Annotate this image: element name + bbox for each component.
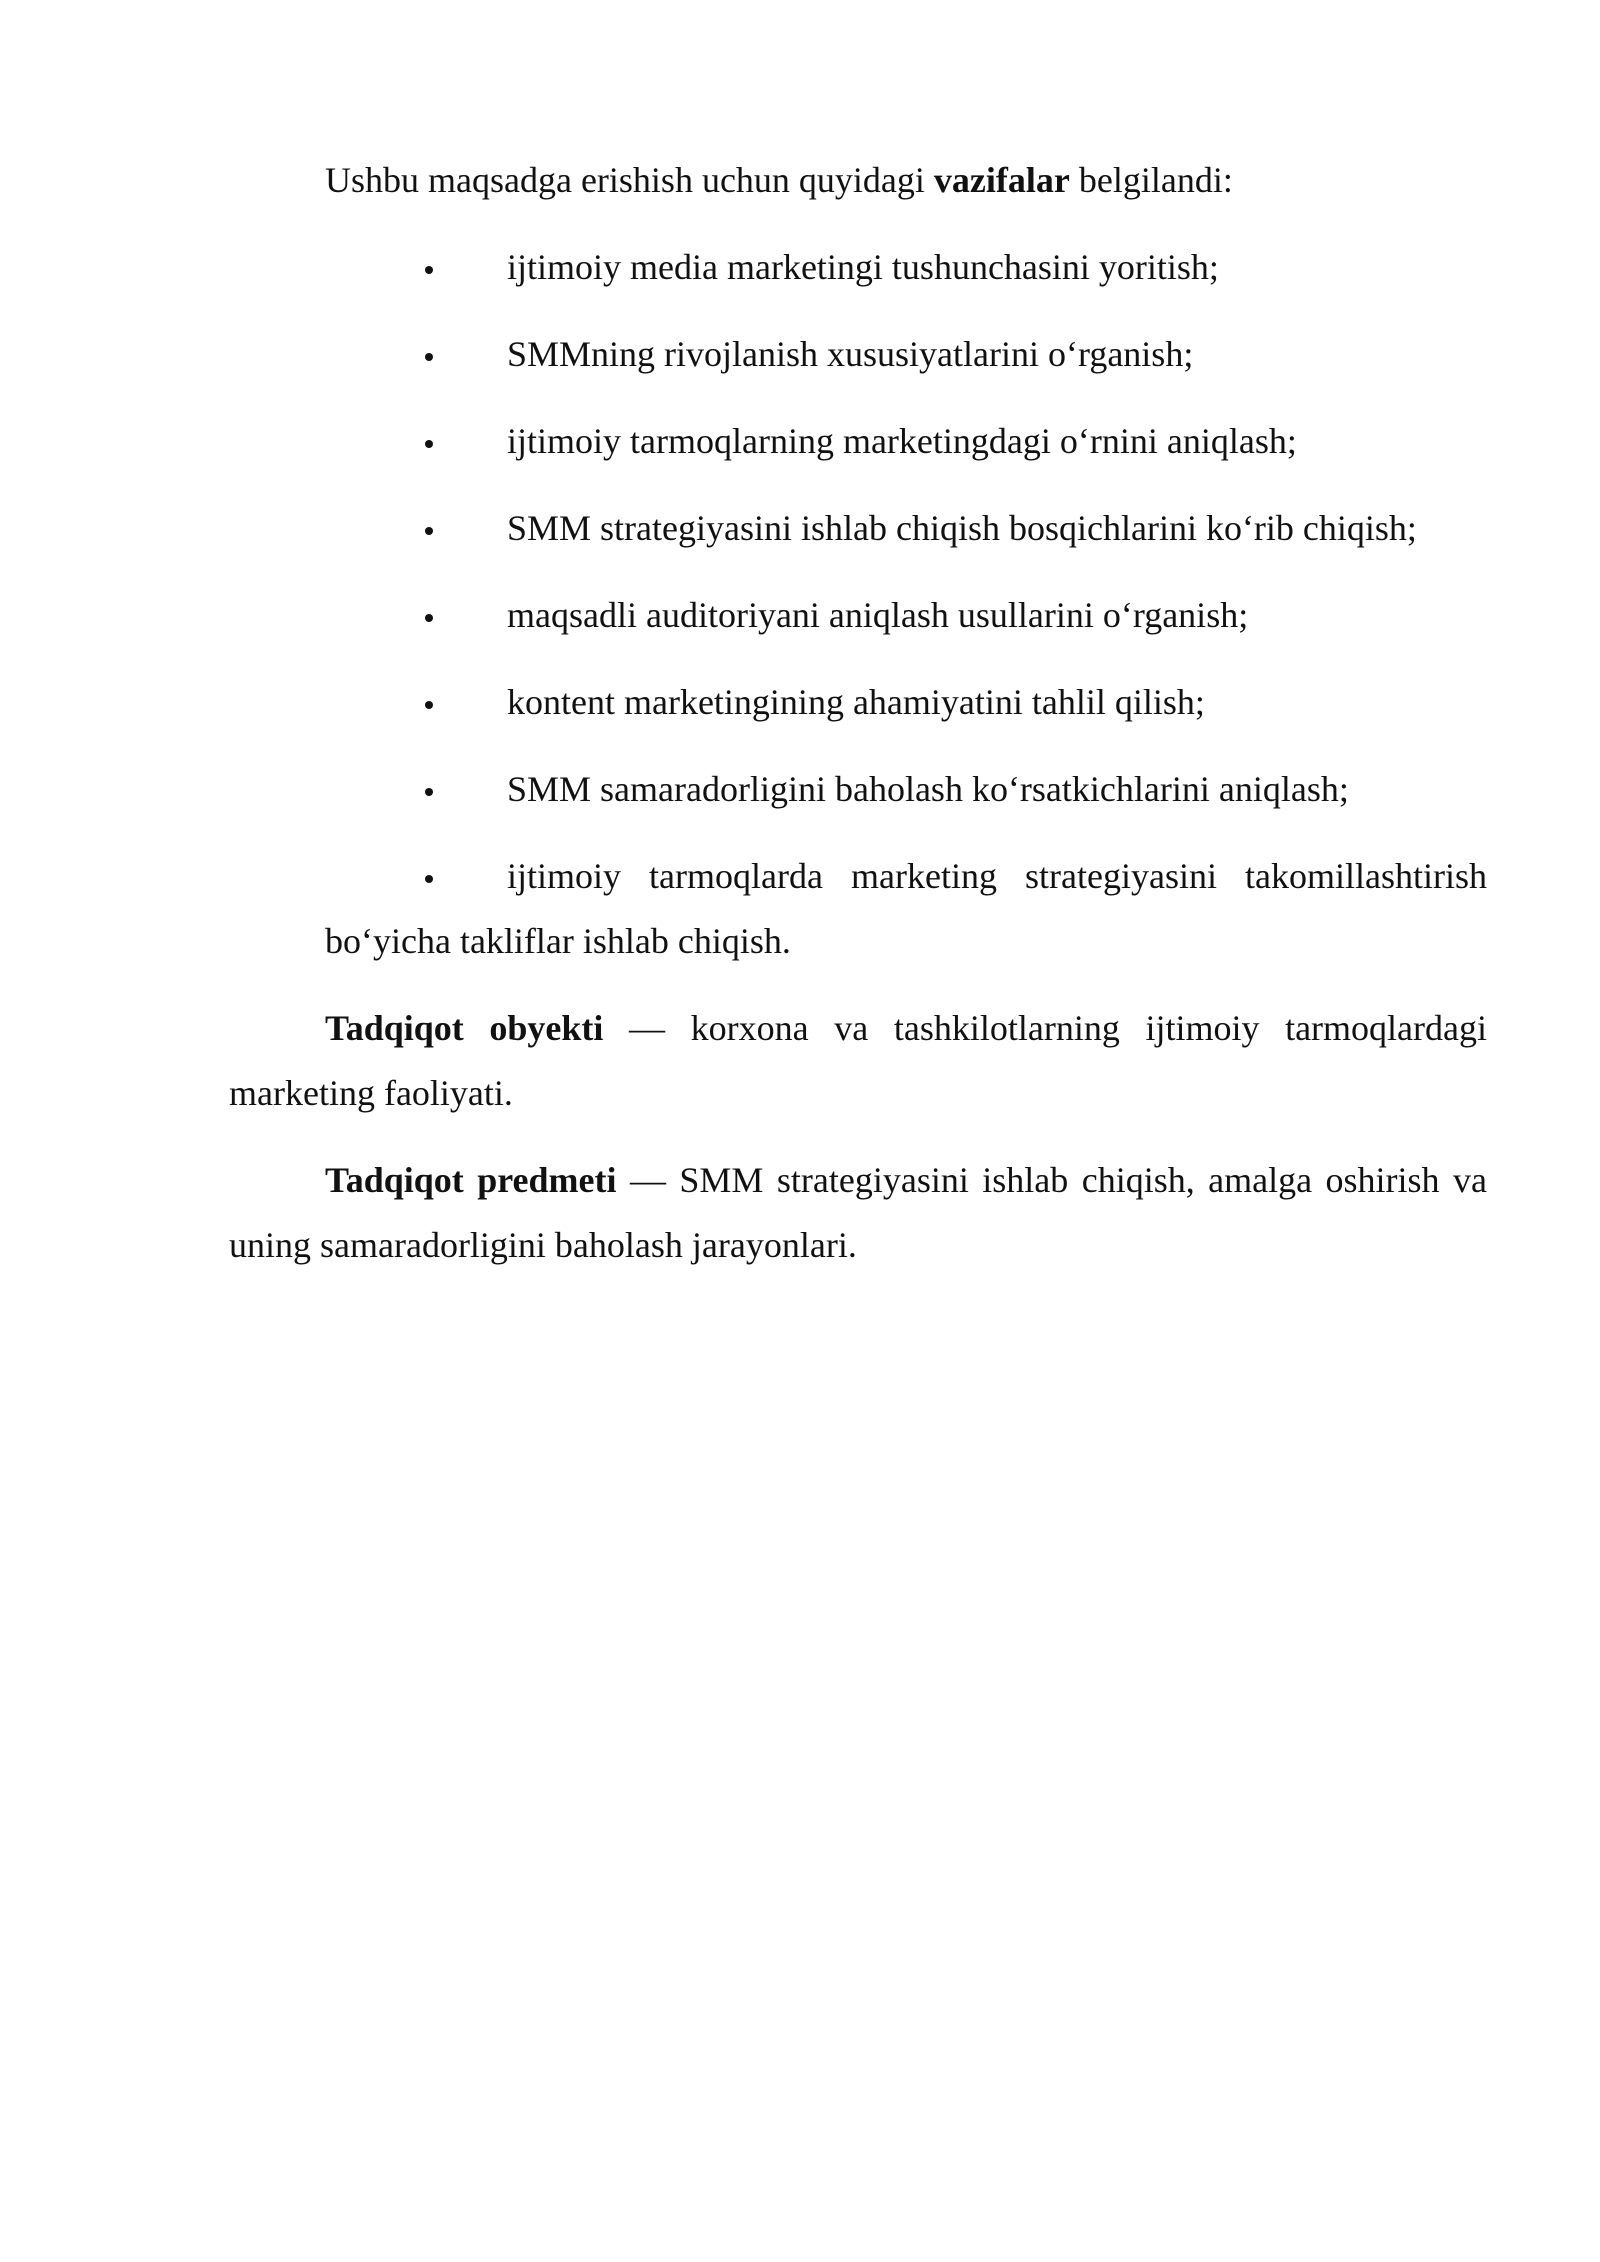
intro-text-before: Ushbu maqsadga erishish uchun quyidagi <box>325 160 934 200</box>
research-subject-definition: — SMM strategiyasini ishlab chiqish, amalga oshirish va <box>616 1160 1487 1200</box>
research-subject-line-2: uning samaradorligini baholash jarayonlari. <box>229 1225 857 1265</box>
list-item-continuation: bo‘yicha takliflar ishlab chiqish. <box>325 921 791 961</box>
document-content <box>229 148 1487 1300</box>
research-subject-term: Tadqiqot predmeti <box>325 1160 617 1200</box>
research-subject-paragraph <box>229 1148 1487 1278</box>
list-item-text: ijtimoiy media marketingi tushunchasini yoritish; <box>507 247 1219 287</box>
list-item <box>229 409 1487 474</box>
list-item <box>229 496 1487 561</box>
research-subject-line-1 <box>229 1148 1487 1213</box>
list-item-text: SMM samaradorligini baholash ko‘rsatkichlarini aniqlash; <box>507 769 1349 809</box>
bullet-icon <box>419 322 507 387</box>
list-item-text: ijtimoiy tarmoqlarning marketingdagi o‘rnini aniqlash; <box>507 421 1297 461</box>
list-item <box>229 235 1487 300</box>
list-item-text: SMM strategiyasini ishlab chiqish bosqichlarini ko‘rib chiqish; <box>507 508 1417 548</box>
intro-paragraph <box>229 148 1487 213</box>
bullet-icon <box>419 235 507 300</box>
bullet-icon <box>419 757 507 822</box>
research-object-paragraph <box>229 996 1487 1126</box>
list-item-text: kontent marketingining ahamiyatini tahlil qilish; <box>507 682 1205 722</box>
research-object-line-2: marketing faoliyati. <box>229 1073 513 1113</box>
list-item <box>229 757 1487 822</box>
list-item <box>229 670 1487 735</box>
list-item-first-line <box>229 844 1487 909</box>
bullet-icon <box>419 844 507 909</box>
bullet-icon <box>419 496 507 561</box>
research-object-definition: — korxona va tashkilotlarning ijtimoiy tarmoqlardagi <box>603 1008 1487 1048</box>
list-item-text: maqsadli auditoriyani aniqlash usullarini o‘rganish; <box>507 595 1249 635</box>
bullet-icon <box>419 409 507 474</box>
bullet-icon <box>419 670 507 735</box>
research-object-line-1 <box>229 996 1487 1061</box>
list-item-text: SMMning rivojlanish xususiyatlarini o‘rganish; <box>507 334 1194 374</box>
list-item <box>229 583 1487 648</box>
list-item <box>229 322 1487 387</box>
research-object-term: Tadqiqot obyekti <box>325 1008 604 1048</box>
intro-text-after: belgilandi: <box>1069 160 1233 200</box>
bullet-icon <box>419 583 507 648</box>
list-item-text: ijtimoiy tarmoqlarda marketing strategiyasini takomillashtirish <box>507 856 1487 896</box>
list-item-last <box>229 844 1487 974</box>
task-list <box>229 235 1487 974</box>
intro-bold-term: vazifalar <box>933 160 1070 200</box>
